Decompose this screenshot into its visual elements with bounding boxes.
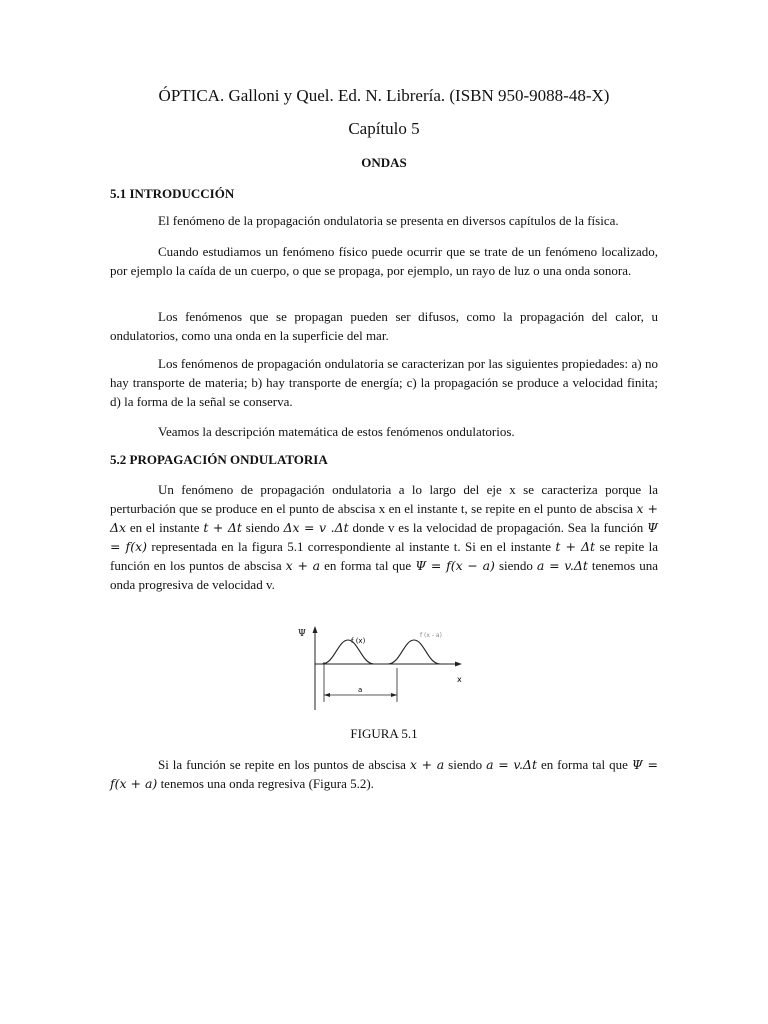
x-axis-label: x xyxy=(457,675,462,684)
paragraph-intro-1: El fenómeno de la propagación ondulatoria se presenta en diversos capítulos de la física. xyxy=(158,213,619,228)
figure-wave-diagram xyxy=(290,622,470,714)
y-axis-arrow xyxy=(313,626,318,633)
text-run: donde v es la velocidad de propagación. Sea la función xyxy=(348,520,648,535)
text-run: tenemos una onda progresiva de velocidad v. xyxy=(110,558,658,592)
paragraph-intro-4: Los fenómenos de propagación ondulatoria se caracterizan por las siguientes propiedades: a) no hay transporte de materia; b) hay transporte de energía; c) la propagación se produce a velocidad finita; d) la forma de la señal se conserva. xyxy=(110,356,658,409)
text-run: Si la función se repite en los puntos de abscisa xyxy=(158,757,410,772)
text-run: en el instante xyxy=(126,520,204,535)
paragraph-intro-2: Cuando estudiamos un fenómeno físico puede ocurrir que se trate de un fenómeno localizado, por ejemplo la caída de un cuerpo, o que se propaga, por ejemplo, un rayo de luz o una onda sonora. xyxy=(110,244,658,278)
figure-caption: FIGURA 5.1 xyxy=(350,726,418,741)
math-expression: Δx = v .Δt xyxy=(283,520,349,535)
dimension-arrow-right xyxy=(391,693,397,697)
math-expression: a = v.Δt xyxy=(536,558,588,573)
x-axis-arrow xyxy=(455,662,462,667)
curve1-label: f (x) xyxy=(351,637,366,645)
math-expression: t + Δt xyxy=(555,539,596,554)
book-citation-header: ÓPTICA. Galloni y Quel. Ed. N. Librería. (ISBN 950-9088-48-X) xyxy=(158,86,610,105)
curve-f-x-minus-a xyxy=(388,640,440,664)
text-run: siendo xyxy=(444,757,487,772)
heading-propagacion: 5.2 PROPAGACIÓN ONDULATORIA xyxy=(110,452,328,467)
math-expression: x + a xyxy=(285,558,321,573)
text-run: siendo xyxy=(494,558,537,573)
y-axis-label: Ψ xyxy=(298,629,306,639)
math-expression: Ψ = f(x) xyxy=(110,520,658,554)
text-run: siendo xyxy=(241,520,284,535)
paragraph-intro-3: Los fenómenos que se propagan pueden ser difusos, como la propagación del calor, u ondulatorios, como una onda en la superficie del mar. xyxy=(110,309,658,343)
paragraph-propagacion-1 xyxy=(110,480,658,594)
text-run: tenemos una onda regresiva (Figura 5.2). xyxy=(157,776,374,791)
math-expression: x + a xyxy=(409,757,445,772)
text-run: se repite la función en los puntos de abscisa xyxy=(110,539,658,573)
dimension-arrow-left xyxy=(324,693,330,697)
curve-f-x xyxy=(322,640,374,664)
curve2-label: f (x - a) xyxy=(420,632,442,639)
heading-introduccion: 5.1 INTRODUCCIÓN xyxy=(110,186,235,201)
text-run: en forma tal que xyxy=(536,757,632,772)
section-main-title: ONDAS xyxy=(361,155,407,170)
math-expression: x + Δx xyxy=(110,501,658,535)
math-expression: t + Δt xyxy=(203,520,242,535)
math-expression: a = v.Δt xyxy=(486,757,537,772)
distance-label: a xyxy=(358,686,363,694)
text-run: Un fenómeno de propagación ondulatoria a lo largo del eje x se caracteriza porque la perturbación que se produce en el punto de abscisa x en el instante t, se repite en el punto de abscisa xyxy=(110,482,658,516)
text-run: en forma tal que xyxy=(320,558,416,573)
paragraph-intro-5: Veamos la descripción matemática de estos fenómenos ondulatorios. xyxy=(158,424,515,439)
chapter-title: Capítulo 5 xyxy=(348,119,420,138)
text-run: representada en la figura 5.1 correspondiente al instante t. Si en el instante xyxy=(147,539,556,554)
paragraph-propagacion-2 xyxy=(110,755,658,793)
math-expression: Ψ = f(x + a) xyxy=(110,757,658,791)
math-expression: Ψ = f(x − a) xyxy=(415,558,495,573)
